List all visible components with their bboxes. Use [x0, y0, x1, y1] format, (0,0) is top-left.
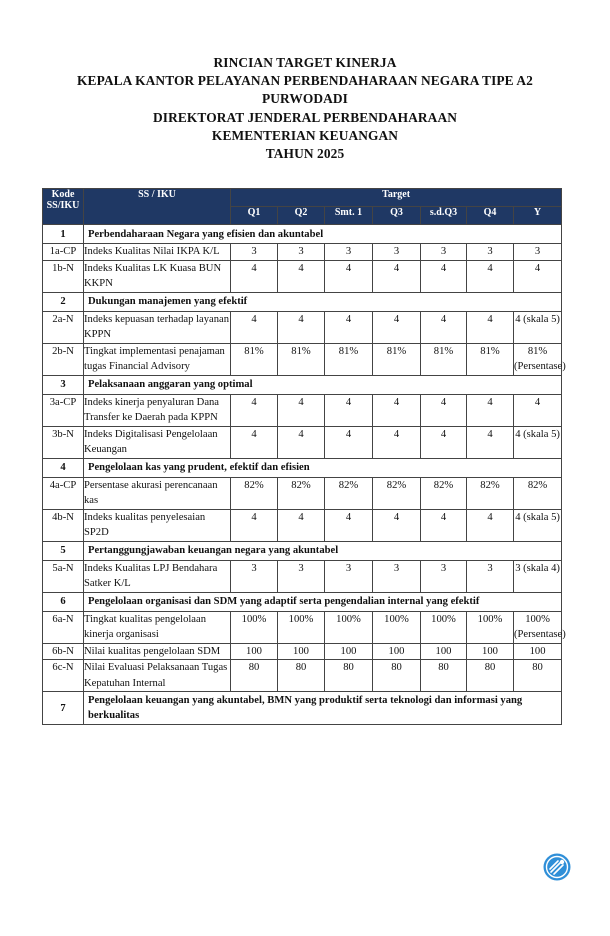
target-value: 81%: [467, 343, 514, 375]
target-value: 100%: [467, 611, 514, 643]
section-number: 6: [43, 592, 84, 611]
target-value: 4: [325, 509, 373, 541]
target-value: 3: [325, 244, 373, 261]
target-value: 82%: [231, 477, 278, 509]
target-value: 3: [467, 560, 514, 592]
target-value: 82%: [421, 477, 467, 509]
indicator-name: Indeks Digitalisasi Pengelolaan Keuangan: [84, 426, 231, 458]
indicator-code: 6b-N: [43, 643, 84, 660]
target-value: 81%: [421, 343, 467, 375]
section-number: 3: [43, 375, 84, 394]
target-value: 81%: [373, 343, 421, 375]
target-value: 3: [373, 244, 421, 261]
table-row: [43, 244, 562, 261]
target-value: 3 (skala 4): [514, 560, 562, 592]
target-value: 4: [373, 311, 421, 343]
target-value: 100: [278, 643, 325, 660]
section-row: [43, 592, 562, 611]
indicator-code: 6a-N: [43, 611, 84, 643]
section-row: [43, 375, 562, 394]
target-value: 82%: [514, 477, 562, 509]
target-value: 4: [421, 394, 467, 426]
table-body: [43, 225, 566, 725]
section-title: Pengelolaan keuangan yang akuntabel, BMN yang produktif serta teknologi dan informasi yang berkualitas: [84, 692, 562, 725]
indicator-code: 3a-CP: [43, 394, 84, 426]
indicator-code: 4b-N: [43, 509, 84, 541]
header-period: Smt. 1: [325, 207, 373, 225]
target-value: 81%: [278, 343, 325, 375]
target-value: 4: [278, 311, 325, 343]
target-value: 100%: [421, 611, 467, 643]
indicator-code: 3b-N: [43, 426, 84, 458]
target-value: 100%: [373, 611, 421, 643]
target-value: 4: [231, 311, 278, 343]
indicator-code: 2a-N: [43, 311, 84, 343]
header-period: s.d.Q3: [421, 207, 467, 225]
table-row: [43, 343, 562, 375]
target-value: 4: [325, 260, 373, 292]
target-value: 81%: [325, 343, 373, 375]
target-value: 3: [514, 244, 562, 261]
target-value: 4: [421, 311, 467, 343]
target-value: 100: [421, 643, 467, 660]
section-title: Pengelolaan organisasi dan SDM yang adaptif serta pengendalian internal yang efektif: [84, 592, 562, 611]
target-value: 3: [421, 244, 467, 261]
target-value: 100%: [231, 611, 278, 643]
target-value: 4 (skala 5): [514, 509, 562, 541]
header-period: Q3: [373, 207, 421, 225]
table-row: [43, 426, 562, 458]
title-line: DIREKTORAT JENDERAL PERBENDAHARAAN: [153, 109, 457, 125]
indicator-name: Nilai Evaluasi Pelaksanaan Tugas Kepatuhan Internal: [84, 660, 231, 692]
target-value: 80: [278, 660, 325, 692]
target-value: 4 (skala 5): [514, 311, 562, 343]
indicator-name: Nilai kualitas pengelolaan SDM: [84, 643, 231, 660]
target-value: 100: [373, 643, 421, 660]
indicator-code: 2b-N: [43, 343, 84, 375]
target-value: 3: [231, 560, 278, 592]
section-number: 2: [43, 292, 84, 311]
target-value: 80: [325, 660, 373, 692]
target-value: 80: [467, 660, 514, 692]
section-title: Perbendaharaan Negara yang efisien dan akuntabel: [84, 225, 562, 244]
table-row: [43, 477, 562, 509]
target-value: 4: [231, 260, 278, 292]
indicator-name: Tingkat implementasi penajaman tugas Financial Advisory: [84, 343, 231, 375]
target-value: 4: [467, 426, 514, 458]
target-value: 4: [278, 394, 325, 426]
header-period: Q1: [231, 207, 278, 225]
target-value: 4: [421, 509, 467, 541]
section-number: 7: [43, 692, 84, 725]
header-ss-iku: SS / IKU: [84, 189, 231, 225]
target-value: 80: [231, 660, 278, 692]
indicator-code: 1b-N: [43, 260, 84, 292]
table-row: [43, 509, 562, 541]
target-table: [42, 188, 566, 725]
table-row: [43, 660, 562, 692]
table-row: [43, 643, 562, 660]
title-line: RINCIAN TARGET KINERJA: [213, 55, 397, 70]
target-value: 81%: [231, 343, 278, 375]
target-value: 4 (skala 5): [514, 426, 562, 458]
target-value: 4: [467, 394, 514, 426]
section-number: 4: [43, 458, 84, 477]
target-value: 4: [373, 509, 421, 541]
indicator-name: Indeks Kualitas LPJ Bendahara Satker K/L: [84, 560, 231, 592]
indicator-name: Indeks kepuasan terhadap layanan KPPN: [84, 311, 231, 343]
title-line: TAHUN 2025: [265, 146, 345, 162]
target-value: 4: [231, 394, 278, 426]
table-row: [43, 260, 562, 292]
indicator-name: Indeks Kualitas Nilai IKPA K/L: [84, 244, 231, 261]
target-value: 80: [421, 660, 467, 692]
indicator-name: Tingkat kualitas pengelolaan kinerja organisasi: [84, 611, 231, 643]
indicator-code: 4a-CP: [43, 477, 84, 509]
header-period: Y: [514, 207, 562, 225]
target-value: 100%: [325, 611, 373, 643]
target-value: 82%: [467, 477, 514, 509]
target-value: 4: [278, 509, 325, 541]
target-value: 80: [514, 660, 562, 692]
indicator-name: Persentase akurasi perencanaan kas: [84, 477, 231, 509]
indicator-name: Indeks kualitas penyelesaian SP2D: [84, 509, 231, 541]
target-value: 4: [325, 394, 373, 426]
target-value: 4: [421, 260, 467, 292]
target-value: 4: [467, 311, 514, 343]
kemenkeu-logo-icon: [542, 852, 572, 882]
target-value: 4: [373, 394, 421, 426]
section-row: [43, 692, 562, 725]
target-value: 4: [514, 394, 562, 426]
target-value: 4: [278, 426, 325, 458]
document-title: [0, 54, 610, 163]
target-value: 4: [514, 260, 562, 292]
title-line: PURWODADI: [262, 91, 348, 107]
section-row: [43, 292, 562, 311]
indicator-name: Indeks Kualitas LK Kuasa BUN KKPN: [84, 260, 231, 292]
section-row: [43, 225, 562, 244]
section-number: 5: [43, 541, 84, 560]
target-value: 3: [325, 560, 373, 592]
target-value: 100%: [278, 611, 325, 643]
section-title: Pelaksanaan anggaran yang optimal: [84, 375, 562, 394]
target-value: 3: [373, 560, 421, 592]
title-line: KEMENTERIAN KEUANGAN: [211, 127, 399, 143]
section-row: [43, 458, 562, 477]
target-value: 100% (Persentase): [514, 611, 562, 643]
target-value: 4: [231, 509, 278, 541]
table-row: [43, 311, 562, 343]
target-value: 3: [231, 244, 278, 261]
table-row: [43, 611, 562, 643]
target-value: 4: [373, 426, 421, 458]
section-row: [43, 541, 562, 560]
indicator-code: 5a-N: [43, 560, 84, 592]
target-value: 4: [467, 260, 514, 292]
indicator-name: Indeks kinerja penyaluran Dana Transfer ke Daerah pada KPPN: [84, 394, 231, 426]
target-value: 4: [325, 426, 373, 458]
target-value: 4: [325, 311, 373, 343]
header-period: Q2: [278, 207, 325, 225]
header-period: Q4: [467, 207, 514, 225]
table-row: [43, 394, 562, 426]
target-value: 100: [467, 643, 514, 660]
target-value: 4: [467, 509, 514, 541]
target-value: 3: [467, 244, 514, 261]
indicator-code: 1a-CP: [43, 244, 84, 261]
target-value: 3: [278, 560, 325, 592]
target-value: 4: [373, 260, 421, 292]
target-value: 82%: [373, 477, 421, 509]
target-value: 80: [373, 660, 421, 692]
section-title: Pertanggungjawaban keuangan negara yang akuntabel: [84, 541, 562, 560]
target-value: 3: [421, 560, 467, 592]
section-title: Dukungan manajemen yang efektif: [84, 292, 562, 311]
section-title: Pengelolaan kas yang prudent, efektif dan efisien: [84, 458, 562, 477]
target-value: 100: [231, 643, 278, 660]
target-value: 4: [231, 426, 278, 458]
indicator-code: 6c-N: [43, 660, 84, 692]
target-value: 3: [278, 244, 325, 261]
target-value: 82%: [325, 477, 373, 509]
target-value: 100: [325, 643, 373, 660]
target-value: 81% (Persentase): [514, 343, 562, 375]
title-line: KEPALA KANTOR PELAYANAN PERBENDAHARAAN NEGARA TIPE A2: [77, 73, 533, 89]
target-value: 100: [514, 643, 562, 660]
header-kode: Kode SS/IKU: [43, 189, 84, 225]
target-value: 4: [278, 260, 325, 292]
header-target: Target: [231, 189, 562, 207]
section-number: 1: [43, 225, 84, 244]
target-value: 82%: [278, 477, 325, 509]
table-row: [43, 560, 562, 592]
target-value: 4: [421, 426, 467, 458]
